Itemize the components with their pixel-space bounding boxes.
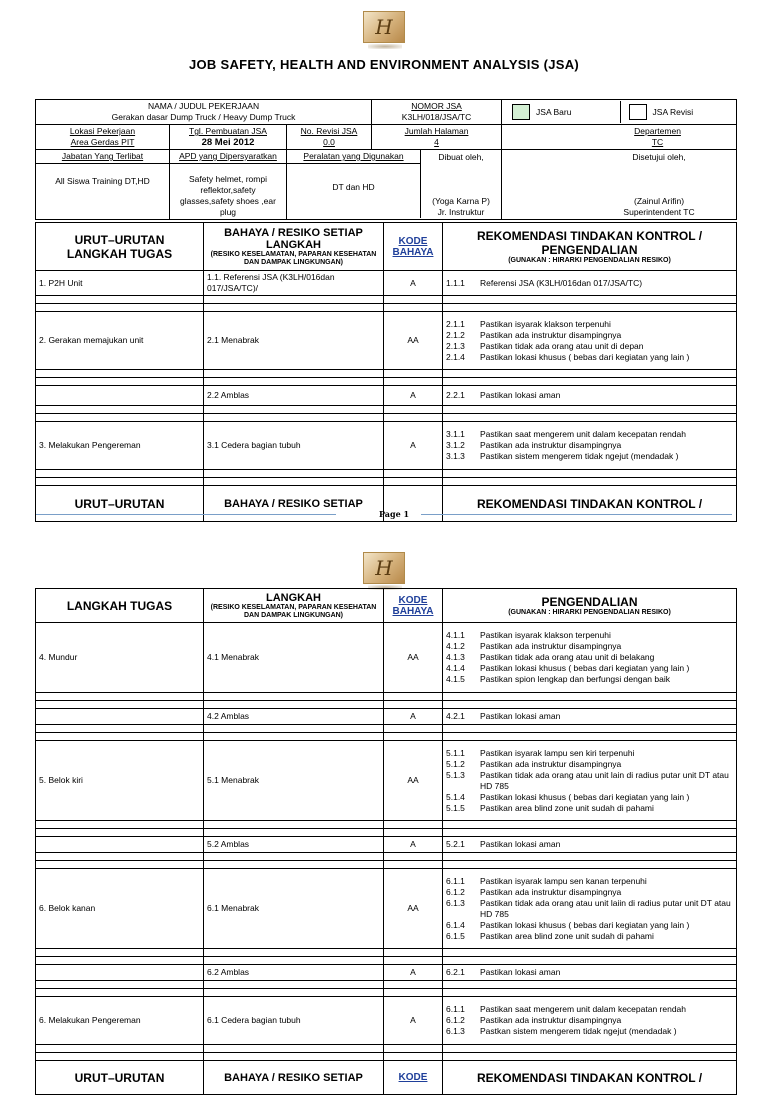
code-cell: A	[384, 965, 443, 981]
spacer-row	[36, 406, 737, 414]
revisi-label: No. Revisi JSA	[300, 126, 358, 136]
header-rekom-repeat-page2: REKOMENDASI TINDAKAN KONTROL /	[443, 1061, 737, 1095]
recommendation-number: 6.2.1	[446, 967, 465, 977]
dibuat-role: Jr. Instruktur	[437, 207, 485, 217]
recommendation-cell	[443, 997, 737, 1045]
recommendation-text: Pastikan ada instruktur disampingnya	[480, 1015, 622, 1025]
recommendation-item	[446, 931, 733, 942]
disetujui-label: Disetujui oleh,	[632, 152, 686, 162]
recommendation-number: 2.1.2	[446, 329, 465, 340]
jabatan-cell	[36, 150, 170, 220]
nomor-value: K3LH/018/JSA/TC	[401, 112, 472, 122]
recommendation-number: 2.1.3	[446, 340, 465, 351]
lokasi-label: Lokasi Pekerjaan	[69, 126, 136, 136]
header-bahaya-repeat-page2: BAHAYA / RESIKO SETIAP	[204, 1061, 384, 1095]
recommendation-number: 6.1.1	[446, 875, 465, 886]
table-row	[36, 312, 737, 370]
jabatan-label: Jabatan Yang Terlibat	[36, 150, 169, 164]
recommendation-number: 2.1.1	[446, 318, 465, 329]
recommendation-cell	[443, 623, 737, 693]
nomor-label: NOMOR JSA	[411, 101, 462, 111]
recommendation-item	[446, 319, 733, 330]
recommendation-number: 6.1.3	[446, 1026, 465, 1036]
jsa-revisi-label: JSA Revisi	[652, 106, 694, 117]
page-number-label: Page 1	[379, 509, 410, 519]
table-header-row-page2	[36, 589, 737, 623]
recommendation-text: Pastikan ada instruktur disampingnya	[480, 886, 622, 897]
recommendation-cell	[443, 312, 737, 370]
recommendation-number: 3.1.1	[446, 429, 465, 439]
recommendation-item	[446, 278, 733, 289]
step-cell	[36, 386, 204, 406]
table-row	[36, 741, 737, 821]
recommendation-item	[446, 652, 733, 663]
document-title: JOB SAFETY, HEALTH AND ENVIRONMENT ANALYSIS (JSA)	[188, 57, 580, 72]
recommendation-text: Pastikan tidak ada orang atau unit lain di radius putar unit DT atau HD 785	[480, 769, 729, 791]
spacer-row	[36, 693, 737, 701]
recommendation-number: 3.1.3	[446, 451, 465, 461]
recommendation-number: 6.1.3	[446, 897, 465, 908]
recommendation-item	[446, 451, 733, 462]
recommendation-text: Pastikan isyarak lampu sen kanan terpenuhi	[480, 875, 647, 886]
recommendation-text: Pastikan lokasi aman	[480, 390, 561, 400]
header-kode-link[interactable]: KODE BAHAYA	[384, 223, 443, 271]
table-header-row	[36, 223, 737, 271]
spacer-row	[36, 861, 737, 869]
nama-value: Gerakan dasar Dump Truck / Heavy Dump Truck	[111, 112, 296, 122]
code-cell: AA	[384, 312, 443, 370]
peralatan-label: Peralatan yang Digunakan	[287, 150, 420, 164]
jsa-steps-table-page2	[35, 588, 737, 1095]
hazard-cell: 6.1 Menabrak	[204, 869, 384, 949]
recommendation-text: Pastikan lokasi khusus ( bebas dari kegiatan yang lain )	[480, 791, 690, 802]
repeat-header-row-page2	[36, 1061, 737, 1095]
recommendation-text: Pastikan isyarak lampu sen kiri terpenuhi	[480, 747, 635, 758]
peralatan-dibuat-cell	[287, 150, 502, 220]
jsa-type-cell	[502, 100, 737, 125]
recommendation-number: 5.2.1	[446, 839, 465, 849]
recommendation-text: Pastikan ada instruktur disampingnya	[480, 329, 622, 340]
revisi-cell	[287, 125, 372, 150]
spacer-row	[36, 478, 737, 486]
departemen-cell	[502, 125, 737, 150]
tgl-label: Tgl. Pembuatan JSA	[189, 126, 267, 136]
spacer-row	[36, 733, 737, 741]
step-cell: 1. P2H Unit	[36, 271, 204, 296]
spacer-row	[36, 1045, 737, 1053]
table-row	[36, 997, 737, 1045]
recommendation-number: 5.1.2	[446, 758, 465, 769]
hazard-cell: 3.1 Cedera bagian tubuh	[204, 422, 384, 470]
logo-monogram-page2: H	[375, 556, 393, 580]
header-urut-repeat: URUT–URUTAN	[36, 486, 204, 522]
recommendation-item	[446, 630, 733, 641]
recommendation-text: Pastikan tidak ada orang atau unit di depan	[480, 340, 644, 351]
recommendation-item	[446, 920, 733, 931]
spacer-row	[36, 370, 737, 378]
recommendation-cell	[443, 965, 737, 981]
recommendation-text: Pastikan area blind zone unit sudah di pahami	[480, 930, 654, 941]
recommendation-text: Pastikan ada instruktur disampingnya	[480, 641, 622, 651]
recommendation-text: Pastikan tidak ada orang atau unit laiin di radius putar unit DT atau HD 785	[480, 897, 731, 919]
recommendation-item	[446, 330, 733, 341]
recommendation-number: 4.1.4	[446, 663, 465, 673]
recommendation-text: Pastikan saat mengerem unit dalam kecepatan rendah	[480, 429, 687, 439]
recommendation-item	[446, 429, 733, 440]
dibuat-label: Dibuat oleh,	[438, 152, 484, 162]
code-cell: A	[384, 386, 443, 406]
recommendation-text: Pastikan lokasi aman	[480, 711, 561, 721]
header-rekom-page2: PENGENDALIAN (GUNAKAN : HIRARKI PENGENDALIAN RESIKO)	[443, 589, 737, 623]
code-cell: A	[384, 997, 443, 1045]
jsa-baru-label: JSA Baru	[536, 106, 572, 117]
code-cell: A	[384, 837, 443, 853]
header-kode-link-page2[interactable]: KODE BAHAYA	[384, 589, 443, 623]
table-row	[36, 386, 737, 406]
spacer-row	[36, 853, 737, 861]
recommendation-cell	[443, 837, 737, 853]
nama-label: NAMA / JUDUL PEKERJAAN	[147, 101, 260, 111]
recommendation-text: Pastikan lokasi khusus ( bebas dari kegiatan yang lain )	[480, 919, 690, 930]
code-cell: AA	[384, 869, 443, 949]
tgl-cell	[170, 125, 287, 150]
recommendation-item	[446, 748, 733, 759]
recommendation-number: 6.1.2	[446, 1015, 465, 1025]
recommendation-item	[446, 674, 733, 685]
hazard-cell: 5.1 Menabrak	[204, 741, 384, 821]
step-cell: 6. Belok kanan	[36, 869, 204, 949]
recommendation-item	[446, 967, 733, 978]
spacer-row	[36, 304, 737, 312]
recommendation-item	[446, 792, 733, 803]
hazard-cell: 5.2 Amblas	[204, 837, 384, 853]
recommendation-item	[446, 711, 733, 722]
recommendation-number: 4.1.5	[446, 674, 465, 684]
jsa-revisi-checkbox[interactable]	[629, 104, 647, 120]
code-cell: AA	[384, 623, 443, 693]
spacer-row	[36, 957, 737, 965]
recommendation-number: 6.1.4	[446, 919, 465, 930]
recommendation-number: 4.1.3	[446, 652, 465, 662]
table-row	[36, 709, 737, 725]
header-urut-repeat-page2: URUT–URUTAN	[36, 1061, 204, 1095]
recommendation-number: 2.1.4	[446, 351, 465, 362]
recommendation-item	[446, 770, 733, 792]
nomor-jsa-cell	[372, 100, 502, 125]
step-cell: 4. Mundur	[36, 623, 204, 693]
hazard-cell: 6.2 Amblas	[204, 965, 384, 981]
recommendation-item	[446, 641, 733, 652]
disetujui-cell	[502, 150, 737, 220]
header-rekom-sub-page2: (GUNAKAN : HIRARKI PENGENDALIAN RESIKO)	[508, 608, 671, 616]
apd-value: Safety helmet, rompi reflektor,safety glasses,safety shoes ,ear plug	[180, 174, 276, 217]
spacer-row	[36, 725, 737, 733]
header-urut-page2: LANGKAH TUGAS	[36, 589, 204, 623]
lokasi-cell	[36, 125, 170, 150]
dept-value: TC	[651, 137, 664, 147]
recommendation-number: 4.1.2	[446, 641, 465, 651]
recommendation-cell	[443, 271, 737, 296]
dibuat-name: (Yoga Karna P)	[432, 196, 490, 206]
recommendation-cell	[443, 709, 737, 725]
recommendation-item	[446, 803, 733, 814]
halaman-cell	[372, 125, 502, 150]
spacer-row	[36, 378, 737, 386]
recommendation-text: Pastikan ada instruktur disampingnya	[480, 758, 622, 769]
recommendation-number: 5.1.5	[446, 802, 465, 813]
recommendation-number: 2.2.1	[446, 390, 465, 400]
revisi-value: 0.0	[323, 137, 335, 147]
spacer-row	[36, 981, 737, 989]
recommendation-item	[446, 887, 733, 898]
header-bahaya-sub-page2: (RESIKO KESELAMATAN, PAPARAN KESEHATAN DAN DAMPAK LINGKUNGAN)	[210, 603, 377, 619]
recommendation-item	[446, 839, 733, 850]
jabatan-value: All Siswa Training DT,HD	[55, 176, 150, 186]
recommendation-text: Pastikan lokasi khusus ( bebas dari kegiatan yang lain )	[480, 351, 690, 362]
jsa-steps-table-page1	[35, 222, 737, 522]
recommendation-item	[446, 759, 733, 770]
recommendation-number: 6.1.1	[446, 1004, 465, 1014]
header-bahaya-page2: LANGKAH (RESIKO KESELAMATAN, PAPARAN KESEHATAN DAN DAMPAK LINGKUNGAN)	[204, 589, 384, 623]
recommendation-item	[446, 390, 733, 401]
recommendation-item	[446, 440, 733, 451]
recommendation-number: 6.1.2	[446, 886, 465, 897]
recommendation-item	[446, 341, 733, 352]
nama-pekerjaan-cell	[36, 100, 372, 125]
header-bahaya-repeat: BAHAYA / RESIKO SETIAP	[204, 486, 384, 522]
halaman-label: Jumlah Halaman	[404, 126, 469, 136]
recommendation-item	[446, 898, 733, 920]
recommendation-number: 3.1.2	[446, 440, 465, 450]
recommendation-text: Pastikan lokasi aman	[480, 839, 561, 849]
spacer-row	[36, 829, 737, 837]
table-row	[36, 422, 737, 470]
table-row	[36, 869, 737, 949]
recommendation-number: 1.1.1	[446, 277, 465, 288]
header-rekom-repeat: REKOMENDASI TINDAKAN KONTROL /	[443, 486, 737, 522]
disetujui-name: (Zainul Arifin)	[633, 196, 685, 206]
spacer-row	[36, 989, 737, 997]
recommendation-number: 5.1.1	[446, 747, 465, 758]
spacer-row	[36, 1053, 737, 1061]
company-logo-page2	[363, 552, 405, 584]
recommendation-text: Pastikan tidak ada orang atau unit di belakang	[480, 652, 655, 662]
table-row	[36, 623, 737, 693]
logo-monogram: H	[375, 15, 393, 39]
spacer-row	[36, 821, 737, 829]
spacer-row	[36, 414, 737, 422]
recommendation-item	[446, 663, 733, 674]
code-cell: A	[384, 422, 443, 470]
spacer-row	[36, 470, 737, 478]
recommendation-text: Pastikan saat mengerem unit dalam kecepatan rendah	[480, 1004, 687, 1014]
page-separator	[36, 509, 732, 521]
dept-label: Departemen	[634, 126, 681, 136]
hazard-cell: 6.1 Cedera bagian tubuh	[204, 997, 384, 1045]
company-logo	[363, 11, 405, 43]
recommendation-text: Pastikan sistem mengerem tidak ngejut (mendadak )	[480, 451, 679, 461]
recommendation-number: 5.1.4	[446, 791, 465, 802]
hazard-cell: 4.2 Amblas	[204, 709, 384, 725]
spacer-row	[36, 296, 737, 304]
step-cell: 6. Melakukan Pengereman	[36, 997, 204, 1045]
recommendation-text: Pastikan isyarak klakson terpenuhi	[480, 318, 611, 329]
tgl-value: 28 Mei 2012	[201, 137, 255, 148]
recommendation-number: 6.1.5	[446, 930, 465, 941]
hazard-cell: 2.1 Menabrak	[204, 312, 384, 370]
recommendation-cell	[443, 422, 737, 470]
recommendation-text: Pastikan lokasi khusus ( bebas dari kegiatan yang lain )	[480, 663, 690, 673]
recommendation-cell	[443, 386, 737, 406]
recommendation-text: Pastikan spion lengkap dan berfungsi dengan baik	[480, 674, 670, 684]
table-row	[36, 837, 737, 853]
hazard-cell: 1.1. Referensi JSA (K3LH/016dan 017/JSA/TC)/	[204, 271, 384, 296]
hazard-cell: 4.1 Menabrak	[204, 623, 384, 693]
step-cell: 5. Belok kiri	[36, 741, 204, 821]
code-cell: A	[384, 271, 443, 296]
apd-label: APD yang Dipersyaratkan	[170, 150, 286, 164]
recommendation-cell	[443, 869, 737, 949]
table-row	[36, 271, 737, 296]
recommendation-item	[446, 1026, 733, 1037]
code-cell: AA	[384, 741, 443, 821]
header-rekomendasi: REKOMENDASI TINDAKAN KONTROL / PENGENDALIAN (GUNAKAN : HIRARKI PENGENDALIAN RESIKO)	[443, 223, 737, 271]
step-cell: 2. Gerakan memajukan unit	[36, 312, 204, 370]
recommendation-item	[446, 352, 733, 363]
recommendation-text: Pastkan sistem mengerem tidak ngejut (mendadak )	[480, 1026, 677, 1036]
recommendation-number: 5.1.3	[446, 769, 465, 780]
step-cell	[36, 965, 204, 981]
code-cell: A	[384, 709, 443, 725]
jsa-baru-checkbox[interactable]	[512, 104, 530, 120]
header-urut: URUT–URUTAN LANGKAH TUGAS	[36, 223, 204, 271]
header-kode-repeat-page2[interactable]: KODE	[384, 1061, 443, 1095]
halaman-value: 4	[434, 137, 439, 147]
apd-cell	[170, 150, 287, 220]
header-bahaya: BAHAYA / RESIKO SETIAP LANGKAH (RESIKO KESELAMATAN, PAPARAN KESEHATAN DAN DAMPAK LINGKUNGAN)	[204, 223, 384, 271]
table-row	[36, 965, 737, 981]
lokasi-value: Area Gerdas PIT	[70, 137, 135, 147]
recommendation-number: 4.1.1	[446, 630, 465, 640]
disetujui-role: Superintendent TC	[623, 207, 695, 217]
header-rekom-sub: (GUNAKAN : HIRARKI PENGENDALIAN RESIKO)	[508, 256, 671, 264]
step-cell	[36, 709, 204, 725]
recommendation-text: Pastikan area blind zone unit sudah di pahami	[480, 802, 654, 813]
recommendation-item	[446, 1004, 733, 1015]
jsa-info-table	[35, 99, 737, 220]
recommendation-item	[446, 1015, 733, 1026]
hazard-cell: 2.2 Amblas	[204, 386, 384, 406]
recommendation-number: 4.2.1	[446, 711, 465, 721]
peralatan-value: DT dan HD	[332, 182, 375, 192]
step-cell	[36, 837, 204, 853]
step-cell: 3. Melakukan Pengereman	[36, 422, 204, 470]
recommendation-cell	[443, 741, 737, 821]
spacer-row	[36, 949, 737, 957]
recommendation-text: Pastikan isyarak klakson terpenuhi	[480, 630, 611, 640]
spacer-row	[36, 701, 737, 709]
recommendation-text: Pastikan lokasi aman	[480, 967, 561, 977]
header-bahaya-sub: (RESIKO KESELAMATAN, PAPARAN KESEHATAN DAN DAMPAK LINGKUNGAN)	[210, 250, 377, 266]
recommendation-text: Referensi JSA (K3LH/016dan 017/JSA/TC)	[480, 277, 643, 288]
recommendation-item	[446, 876, 733, 887]
recommendation-text: Pastikan ada instruktur disampingnya	[480, 440, 622, 450]
